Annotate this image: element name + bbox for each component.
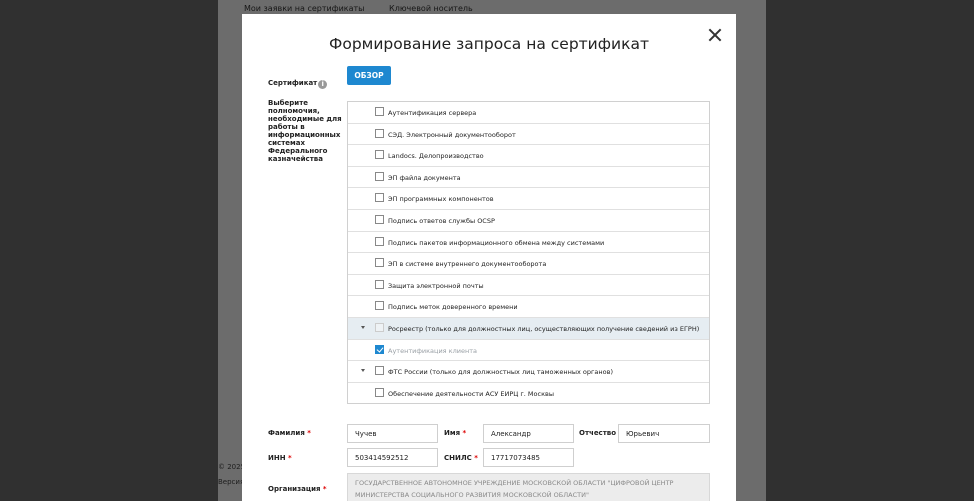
permission-label: Подпись ответов службы OCSP [388,216,495,225]
permission-row[interactable] [348,340,709,362]
permission-label: Защита электронной почты [388,281,484,290]
middle-name-label: Отчество [579,429,617,437]
permission-label: ЭП в системе внутреннего документооборота [388,260,547,269]
permissions-list [347,101,710,404]
permission-checkbox[interactable] [375,215,384,224]
permission-checkbox[interactable] [375,323,384,332]
permission-label: Landocs. Делопроизводство [388,152,484,161]
permission-row[interactable] [348,383,709,405]
organization-label: Организация * [268,485,327,493]
permission-checkbox[interactable] [375,388,384,397]
permission-checkbox[interactable] [375,193,384,202]
certificate-request-dialog [242,14,736,501]
permission-row[interactable] [348,145,709,167]
permission-checkbox[interactable] [375,129,384,138]
permission-label: Росреестр (только для должностных лиц, осуществляющих получение сведений из ЕГРН) [388,324,700,333]
last-name-label: Фамилия * [268,429,311,437]
permission-checkbox[interactable] [375,301,384,310]
permission-row[interactable] [348,210,709,232]
close-icon[interactable] [708,28,722,42]
permission-label: Обеспечение деятельности АСУ ЕИРЦ г. Москвы [388,389,554,398]
snils-label: СНИЛС * [444,454,478,462]
permission-label: ЭП программных компонентов [388,195,494,204]
info-icon[interactable]: i [318,80,327,89]
permission-checkbox[interactable] [375,366,384,375]
permission-checkbox[interactable] [375,237,384,246]
permission-row[interactable] [348,318,709,340]
last-name-input[interactable]: Чучев [347,424,438,443]
permission-checkbox[interactable] [375,258,384,267]
permission-row[interactable] [348,296,709,318]
permission-row[interactable] [348,253,709,275]
certificate-label: Сертификат [268,79,318,87]
certificate-label-row [268,79,327,89]
permission-label: Аутентификация клиента [388,346,477,355]
inn-input[interactable]: 503414592512 [347,448,438,467]
inn-label: ИНН * [268,454,292,462]
permission-checkbox[interactable] [375,107,384,116]
permission-row[interactable] [348,167,709,189]
permission-row[interactable] [348,124,709,146]
permission-checkbox[interactable] [375,172,384,181]
expand-caret-icon[interactable] [361,369,365,372]
dialog-title: Формирование запроса на сертификат [329,35,649,53]
snils-input[interactable]: 17717073485 [483,448,574,467]
permission-row[interactable] [348,102,709,124]
permission-row[interactable] [348,188,709,210]
first-name-label: Имя * [444,429,467,437]
permission-label: СЭД. Электронный документооборот [388,130,516,139]
first-name-input[interactable]: Александр [483,424,574,443]
permission-checkbox[interactable] [375,345,384,354]
permission-label: Подпись пакетов информационного обмена между системами [388,238,605,247]
permission-row[interactable] [348,275,709,297]
permission-label: ЭП файла документа [388,173,461,182]
permission-label: ФТС России (только для должностных лиц таможенных органов) [388,368,613,377]
permission-checkbox[interactable] [375,280,384,289]
middle-name-input[interactable]: Юрьевич [618,424,710,443]
permission-checkbox[interactable] [375,150,384,159]
permissions-label: Выберите полномочия, необходимые для работы в информационных системах Федерального казначейства [268,99,342,163]
organization-field: ГОСУДАРСТВЕННОЕ АВТОНОМНОЕ УЧРЕЖДЕНИЕ МОСКОВСКОЙ ОБЛАСТИ "ЦИФРОВОЙ ЦЕНТР МИНИСТЕРСТВА СОЦИАЛЬНОГО РАЗВИТИЯ МОСКОВСКОЙ ОБЛАСТИ" [347,473,710,501]
permission-label: Подпись меток доверенного времени [388,303,518,312]
expand-caret-icon[interactable] [361,326,365,329]
browse-button[interactable]: ОБЗОР [347,66,391,85]
permission-row[interactable] [348,361,709,383]
permission-row[interactable] [348,232,709,254]
permission-label: Аутентификация сервера [388,109,477,117]
